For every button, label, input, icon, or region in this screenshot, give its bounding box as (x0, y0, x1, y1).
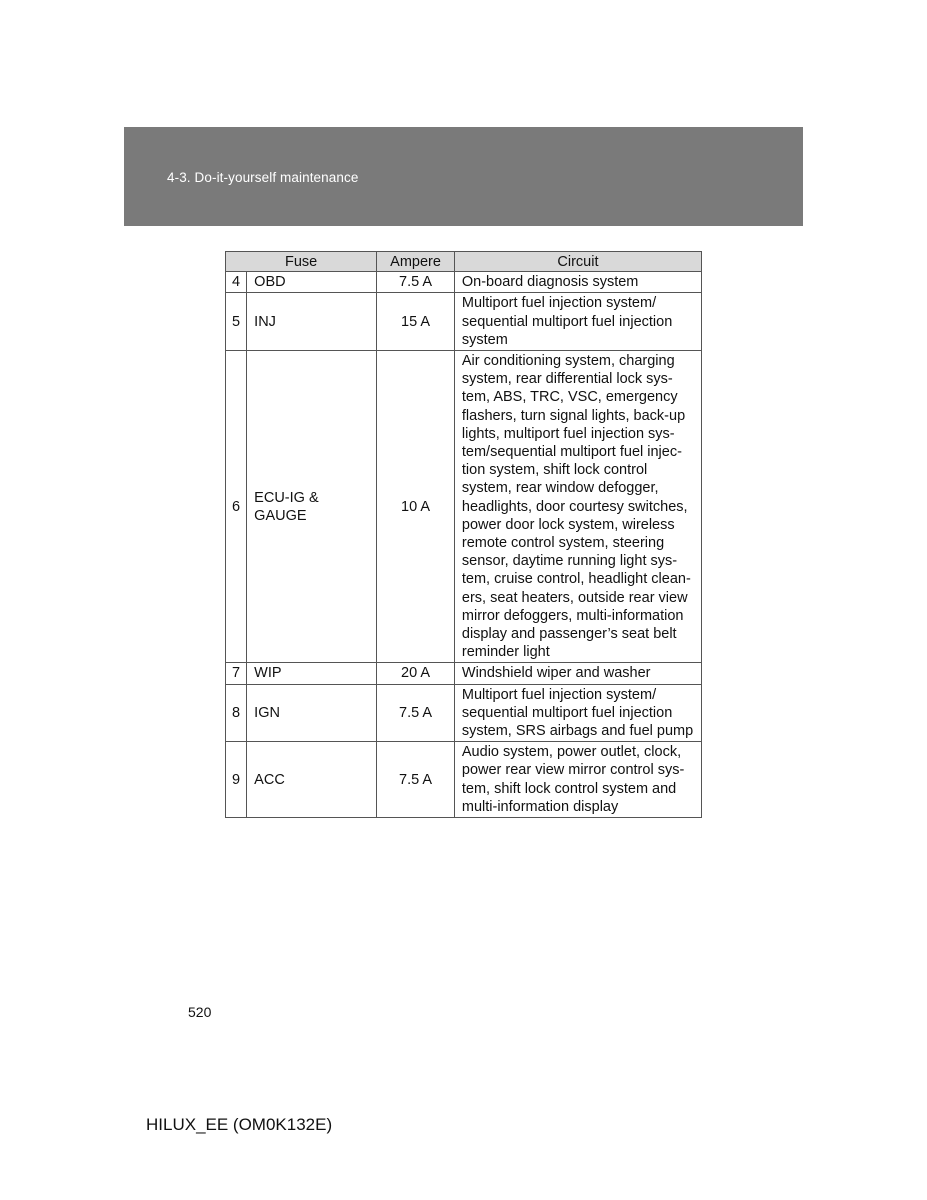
fuse-circuit: Multiport fuel injection system/ sequential multiport fuel injection system, SRS airbags and fuel pump (454, 684, 701, 742)
fuse-name: ECU-IG & GAUGE (247, 351, 377, 663)
table-row (226, 293, 702, 351)
fuse-number: 8 (226, 684, 247, 742)
fuse-circuit: Windshield wiper and washer (454, 663, 701, 684)
fuse-table (225, 251, 702, 818)
fuse-number: 7 (226, 663, 247, 684)
fuse-name: INJ (247, 293, 377, 351)
section-title: 4-3. Do-it-yourself maintenance (167, 170, 359, 185)
fuse-ampere: 20 A (377, 663, 455, 684)
column-header-circuit: Circuit (454, 252, 701, 272)
fuse-ampere: 7.5 A (377, 742, 455, 818)
page-number: 520 (188, 1004, 212, 1020)
fuse-ampere: 7.5 A (377, 272, 455, 293)
document-footer: HILUX_EE (OM0K132E) (146, 1115, 333, 1134)
table-row (226, 663, 702, 684)
fuse-ampere: 7.5 A (377, 684, 455, 742)
fuse-ampere: 10 A (377, 351, 455, 663)
fuse-ampere: 15 A (377, 293, 455, 351)
fuse-name: IGN (247, 684, 377, 742)
fuse-circuit: Audio system, power outlet, clock, power rear view mirror control sys-tem, shift lock control system and multi-information display (454, 742, 701, 818)
fuse-number: 6 (226, 351, 247, 663)
table-row (226, 351, 702, 663)
fuse-number: 4 (226, 272, 247, 293)
table-row (226, 272, 702, 293)
section-header-band (124, 127, 803, 226)
fuse-circuit: Multiport fuel injection system/ sequential multiport fuel injection system (454, 293, 701, 351)
fuse-circuit: On-board diagnosis system (454, 272, 701, 293)
fuse-circuit: Air conditioning system, charging system, rear differential lock sys-tem, ABS, TRC, VSC, emergency flashers, turn signal lights, back-up lights, multiport fuel injection sys-tem/sequential multiport fuel injec-tion system, shift lock control system, rear window defogger, headlights, door courtesy switches, power door lock system, wireless remote control system, steering sensor, daytime running light sys-tem, cruise control, headlight clean-ers, seat heaters, outside rear view mirror defoggers, multi-information display and passenger’s seat belt reminder light (454, 351, 701, 663)
table-header-row (226, 252, 702, 272)
fuse-name: ACC (247, 742, 377, 818)
fuse-name: WIP (247, 663, 377, 684)
table-row (226, 742, 702, 818)
column-header-fuse: Fuse (226, 252, 377, 272)
table-row (226, 684, 702, 742)
fuse-name: OBD (247, 272, 377, 293)
fuse-number: 5 (226, 293, 247, 351)
fuse-number: 9 (226, 742, 247, 818)
column-header-ampere: Ampere (377, 252, 455, 272)
